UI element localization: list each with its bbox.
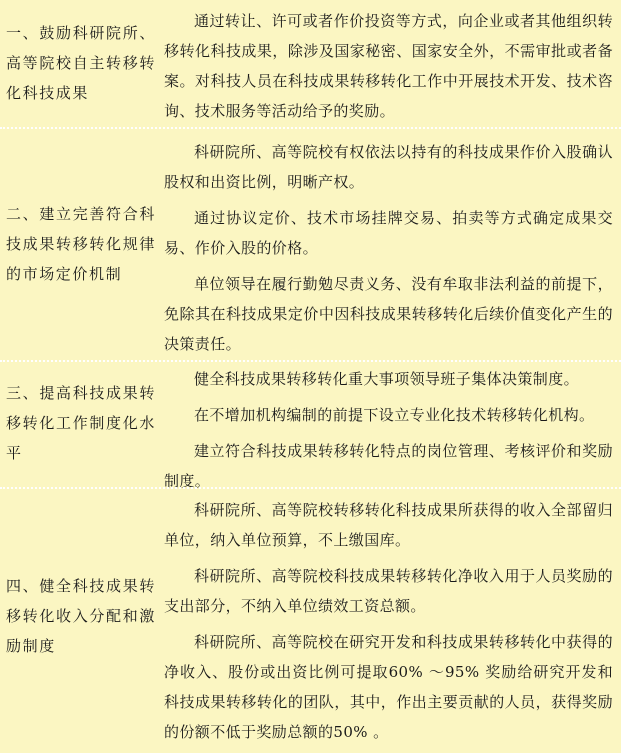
content-paragraph: 科研院所、高等院校在研究开发和科技成果转移转化中获得的净收入、股份或出资比例可提取60% ～95% 奖励给研究开发和科技成果转移转化的团队，其中，作出主要贡献的人员，获得奖励的份额不低于奖励总额的50% 。: [164, 633, 613, 741]
row-label: 二、建立完善符合科技成果转移转化规律的市场定价机制: [6, 205, 156, 283]
table-row: [0, 0, 621, 127]
table-row: [0, 127, 621, 360]
row-label: 三、提高科技成果转移转化工作制度化水平: [6, 384, 156, 462]
content-paragraph: 建立符合科技成果转移转化特点的岗位管理、考核评价和奖励制度。: [164, 442, 613, 490]
row-label: 四、健全科技成果转移转化收入分配和激励制度: [6, 577, 156, 655]
content-paragraph: 通过转让、许可或者作价投资等方式，向企业或者其他组织转移转化科技成果，除涉及国家秘密、国家安全外，不需审批或者备案。对科技人员在科技成果转移转化工作中开展技术开发、技术咨询、技术服务等活动给予的奖励。: [164, 12, 613, 120]
row-content: [164, 137, 613, 359]
row-content: [164, 364, 613, 496]
content-paragraph: 单位领导在履行勤勉尽责义务、没有牟取非法利益的前提下，免除其在科技成果定价中因科技成果转移转化后续价值变化产生的决策责任。: [164, 275, 613, 353]
row-label: 一、鼓励科研院所、高等院校自主转移转化科技成果: [6, 24, 156, 102]
content-paragraph: 健全科技成果转移转化重大事项领导班子集体决策制度。: [194, 370, 580, 388]
row-content: [164, 495, 613, 747]
content-paragraph: 通过协议定价、技术市场挂牌交易、拍卖等方式确定成果交易、作价入股的价格。: [164, 209, 613, 257]
table-row: [0, 487, 621, 753]
content-paragraph: 在不增加机构编制的前提下设立专业化技术转移转化机构。: [194, 406, 595, 424]
row-content: [164, 6, 613, 126]
content-paragraph: 科研院所、高等院校转移转化科技成果所获得的收入全部留归单位，纳入单位预算，不上缴国库。: [164, 501, 613, 549]
content-paragraph: 科研院所、高等院校有权依法以持有的科技成果作价入股确认股权和出资比例，明晰产权。: [164, 143, 613, 191]
content-paragraph: 科研院所、高等院校科技成果转移转化净收入用于人员奖励的支出部分，不纳入单位绩效工资总额。: [164, 567, 613, 615]
table-row: [0, 360, 621, 490]
